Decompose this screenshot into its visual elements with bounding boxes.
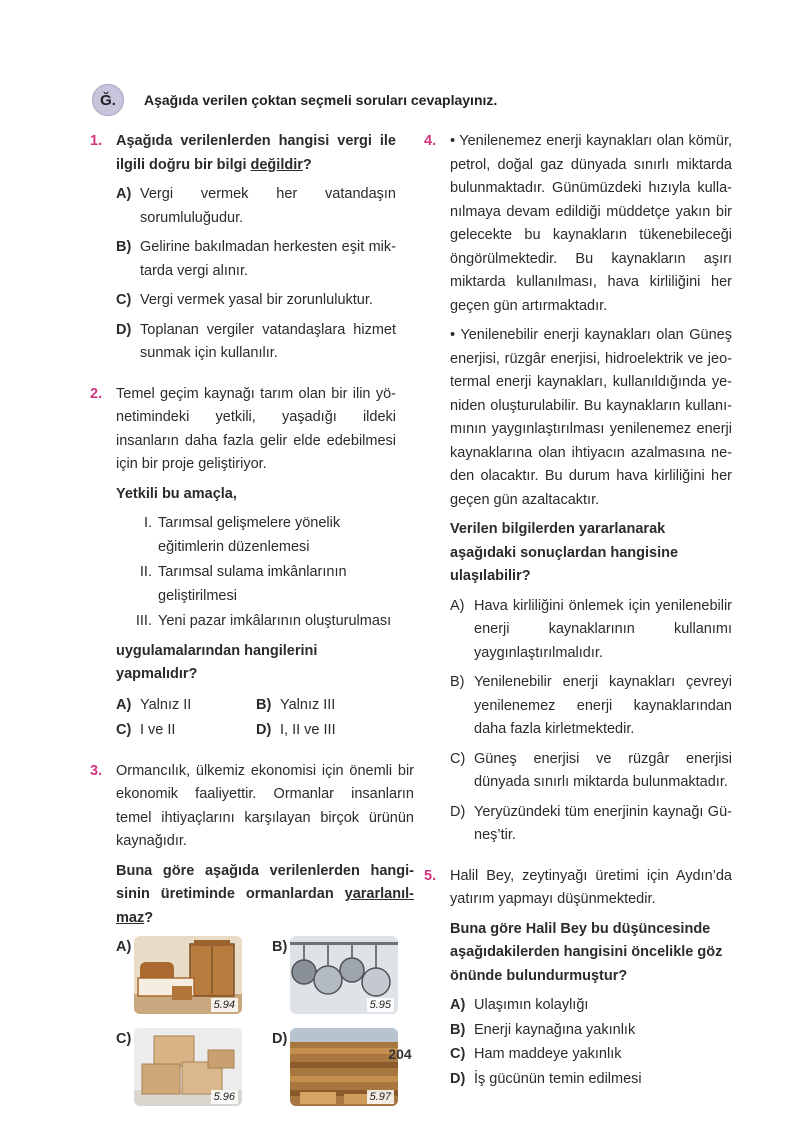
page-number: 204 bbox=[388, 1046, 412, 1062]
option-b[interactable]: B) 5.95 bbox=[272, 936, 414, 1014]
option-a[interactable]: A) 5.94 bbox=[116, 936, 258, 1014]
question-number: 3. bbox=[90, 762, 103, 779]
question-stem: Halil Bey, zeytinyağı üretimi için Aydın’da yatırım yapmayı düşünmektedir. bbox=[450, 867, 732, 907]
cardboard-boxes-image bbox=[134, 1028, 242, 1106]
question-number: 5. bbox=[424, 867, 437, 884]
info-paragraph-nonrenewable: • Yenilenemez enerji kaynakları olan kömür, petrol, doğal gaz dünyada sınırlı miktarda bulunmaktadır. Günümüzdeki hızıyla kullanılmaya devam edildiği müddetçe yakın bir gelecekte bu kaynakların tükenebileceği öngörülmektedir. Bu kaynakların aşırı miktarda kullanılması, hava kirliliğini her geçen gün artırmaktadır. bbox=[450, 133, 732, 314]
timber-stacks-image bbox=[290, 1028, 398, 1106]
option-a[interactable]: A) Hava kirliliğini önlemek için yenilenebilir enerji kaynaklarının kullanımı yaygınlaştırılmalıdır. bbox=[450, 597, 732, 661]
option-d[interactable]: D) 5.97 bbox=[272, 1028, 414, 1106]
statement-ii: II. Tarımsal sulama imkânlarının geliştirilmesi bbox=[139, 564, 347, 604]
option-b[interactable]: B) Enerji kaynağına yakınlık bbox=[450, 1021, 636, 1038]
emphasis-underline: yararlanılmaz bbox=[116, 886, 414, 926]
emphasis-underline: değildir bbox=[250, 156, 303, 173]
option-d[interactable]: D) I, II ve III bbox=[256, 722, 336, 738]
option-c[interactable]: C) Vergi vermek yasal bir zorunluluktur. bbox=[116, 292, 373, 308]
statement-i: I. Tarımsal gelişmelere yönelik eğitimlerin düzenlemesi bbox=[143, 515, 341, 555]
option-c[interactable]: C) Ham maddeye yakınlık bbox=[450, 1046, 622, 1062]
option-b[interactable]: B) Gelirine bakılmadan herkesten eşit miktarda vergi alınır. bbox=[116, 239, 396, 279]
option-a[interactable]: A) Ulaşımın kolaylığı bbox=[450, 997, 589, 1013]
option-b[interactable]: B) Yenilenebilir enerji kaynakları çevreyi yenilenemez enerji kaynaklarından daha fazla kirletmektedir. bbox=[450, 674, 732, 737]
section-header bbox=[92, 84, 497, 116]
image-caption: 5.94 bbox=[211, 998, 238, 1012]
question-1 bbox=[90, 130, 396, 367]
option-b[interactable]: B) Yalnız III bbox=[256, 696, 336, 713]
statement-iii: III. Yeni pazar imkâlarının oluşturulması bbox=[135, 613, 392, 629]
hanging-pots-image bbox=[290, 936, 398, 1014]
option-a[interactable]: A) Yalnız II bbox=[116, 696, 192, 713]
question-number: 2. bbox=[90, 385, 103, 402]
image-caption: 5.96 bbox=[211, 1090, 238, 1104]
option-c[interactable]: C) I ve II bbox=[116, 722, 176, 738]
question-prompt: uygulamalarından hangilerini yapmalıdır? bbox=[116, 642, 318, 682]
question-prompt: Buna göre Halil Bey bu düşüncesinde aşağıdakilerden hangisini öncelikle göz önünde bulundurmuştur? bbox=[450, 920, 723, 984]
question-stem: Temel geçim kaynağı tarım olan bir ilin yönetimindeki yetkili, yaşadığı ildeki insanların daha fazla gelir elde edebilmesi için bir proje geliştiriyor. bbox=[116, 385, 396, 472]
question-number: 4. bbox=[424, 133, 437, 149]
image-caption: 5.95 bbox=[367, 998, 394, 1012]
section-badge: Ğ. bbox=[92, 84, 124, 116]
question-stem: Ormancılık, ülkemiz ekonomisi için önemli bir ekonomik faaliyettir. Ormanlar insanların temel ihtiyaçlarını karşılayan birçok ürünün kaynağıdır. bbox=[116, 762, 414, 849]
option-c[interactable]: C) 5.96 bbox=[116, 1028, 258, 1106]
option-d[interactable]: D) İş gücünün temin edilmesi bbox=[450, 1070, 642, 1087]
section-instruction: Aşağıda verilen çoktan seçmeli soruları cevaplayınız. bbox=[144, 92, 498, 108]
option-c[interactable]: C) Güneş enerjisi ve rüzgâr enerjisi dünyada sınırlı miktarda bulunmaktadır. bbox=[450, 750, 732, 790]
right-column bbox=[424, 130, 732, 1108]
question-number: 1. bbox=[90, 133, 103, 149]
info-paragraph-renewable: • Yenilenebilir enerji kaynakları olan Güneş enerjisi, rüzgâr enerjisi, hidroelektrik ve jeotermal enerji kaynakları, kullanıldığında yeniden oluşturulabilir. Bu kaynakların kullanımının yaygınlaştırılması yenilenemez enerji kaynaklarına olan ihtiyacın azalmasına neden olacaktır. Bu durum hava kirliliğini her geçen gün azaltacaktır. bbox=[450, 327, 732, 508]
question-lead: Yetkili bu amaçla, bbox=[116, 485, 237, 502]
question-prompt: Buna göre aşağıda verilenlerden hangisinin üretiminde ormanlardan yararlanılmaz? bbox=[116, 862, 414, 926]
option-a[interactable]: A) Vergi vermek her vatandaşın sorumluluğudur. bbox=[116, 186, 396, 226]
question-stem: Aşağıda verilenlerden hangisi vergi ile ilgili doğru bir bilgi değildir? bbox=[116, 133, 396, 173]
bedroom-furniture-image bbox=[134, 936, 242, 1014]
question-prompt: Verilen bilgilerden yararlanarak aşağıdaki sonuçlardan hangisine ulaşılabilir? bbox=[450, 521, 679, 584]
question-2 bbox=[90, 383, 396, 744]
option-d[interactable]: D) Yeryüzündeki tüm enerjinin kaynağı Güneş’tir. bbox=[450, 803, 732, 843]
question-4 bbox=[424, 130, 732, 849]
image-caption: 5.97 bbox=[367, 1090, 394, 1104]
image-options bbox=[116, 936, 414, 1106]
option-d[interactable]: D) Toplanan vergiler vatandaşlara hizmet sunmak için kullanılır. bbox=[116, 321, 396, 361]
